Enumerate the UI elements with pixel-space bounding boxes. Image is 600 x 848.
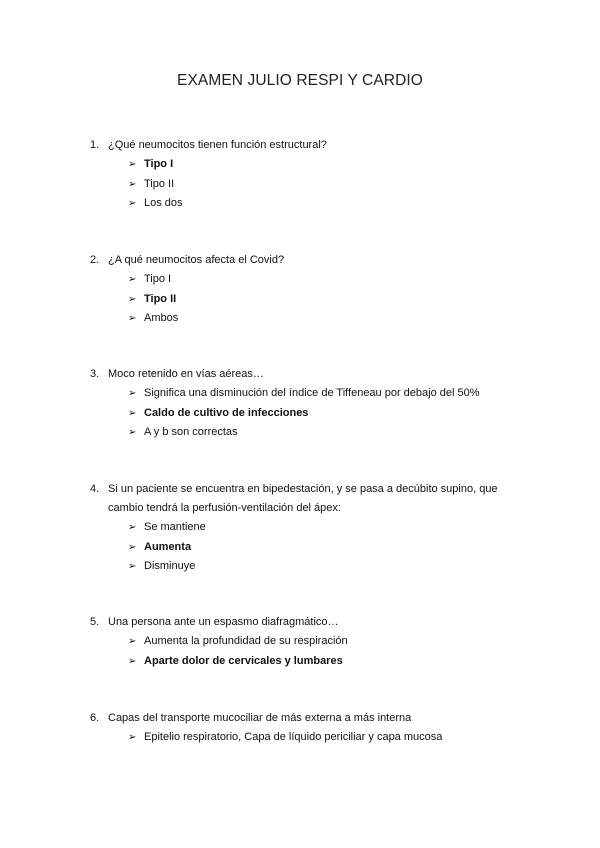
answer-option <box>0 309 600 329</box>
answer-text: Significa una disminución del índice de Tiffeneau por debajo del 50% <box>144 387 480 399</box>
answer-option <box>0 728 600 748</box>
answer-option <box>0 194 600 214</box>
question-6 <box>0 709 600 748</box>
answer-text: Epitelio respiratorio, Capa de líquido periciliar y capa mucosa <box>144 731 443 743</box>
arrow-bullet-icon: ➢ <box>128 178 137 190</box>
answer-option <box>0 538 600 558</box>
arrow-bullet-icon: ➢ <box>128 522 137 533</box>
question-text: Si un paciente se encuentra en bipedestación, y se pasa a decúbito supino, que cambio tendrá la perfusión-ventilación del ápex: <box>108 483 498 514</box>
arrow-bullet-icon: ➢ <box>128 561 137 572</box>
question-number: 2. <box>90 254 100 266</box>
question-number: 3. <box>90 368 100 380</box>
arrow-bullet-icon: ➢ <box>128 274 137 285</box>
arrow-bullet-icon: ➢ <box>128 388 137 399</box>
answer-option <box>0 652 600 672</box>
answer-option <box>0 270 600 290</box>
arrow-bullet-icon: ➢ <box>128 541 137 553</box>
arrow-bullet-icon: ➢ <box>128 293 137 305</box>
answer-text: Se mantiene <box>144 521 206 533</box>
arrow-bullet-icon: ➢ <box>128 159 137 170</box>
question-4 <box>0 480 600 577</box>
arrow-bullet-icon: ➢ <box>128 407 137 419</box>
question-1 <box>0 136 600 214</box>
question-number: 1. <box>90 139 100 151</box>
correct-answer-text: Caldo de cultivo de infecciones <box>144 406 309 419</box>
correct-answer-text: Tipo II <box>144 292 177 305</box>
answer-option <box>0 518 600 538</box>
arrow-bullet-icon: ➢ <box>128 655 137 667</box>
answer-text: Ambos <box>144 312 179 324</box>
question-3 <box>0 365 600 443</box>
answer-option <box>0 384 600 404</box>
document-title: EXAMEN JULIO RESPI Y CARDIO <box>177 72 423 89</box>
answer-option <box>0 404 600 424</box>
arrow-bullet-icon: ➢ <box>128 198 137 209</box>
correct-answer-text: Aparte dolor de cervicales y lumbares <box>144 654 343 667</box>
answer-option <box>0 632 600 652</box>
answer-text: A y b son correctas <box>144 426 238 438</box>
answer-text: Tipo II <box>144 177 175 190</box>
arrow-bullet-icon: ➢ <box>128 313 137 324</box>
answer-option <box>0 175 600 195</box>
question-number: 6. <box>90 712 100 724</box>
answer-option <box>0 155 600 175</box>
answer-text: Disminuye <box>144 560 196 572</box>
question-text: Una persona ante un espasmo diafragmático… <box>108 616 339 628</box>
question-text: ¿A qué neumocitos afecta el Covid? <box>108 254 285 266</box>
answer-option <box>0 290 600 310</box>
question-number: 5. <box>90 616 100 628</box>
arrow-bullet-icon: ➢ <box>128 427 137 438</box>
question-number: 4. <box>90 483 100 495</box>
answer-text: Los dos <box>144 197 183 209</box>
question-text: Moco retenido en vías aéreas… <box>108 368 264 380</box>
correct-answer-text: Tipo I <box>144 158 174 170</box>
question-5 <box>0 613 600 671</box>
answer-text: Tipo I <box>144 273 172 285</box>
correct-answer-text: Aumenta <box>144 540 192 553</box>
question-2 <box>0 251 600 329</box>
answer-text: Aumenta la profundidad de su respiración <box>144 635 348 647</box>
arrow-bullet-icon: ➢ <box>128 636 137 647</box>
answer-option <box>0 557 600 577</box>
arrow-bullet-icon: ➢ <box>128 732 137 743</box>
question-text: Capas del transporte mucociliar de más externa a más interna <box>108 712 412 724</box>
question-text: ¿Qué neumocitos tienen función estructural? <box>108 139 327 151</box>
answer-option <box>0 423 600 443</box>
